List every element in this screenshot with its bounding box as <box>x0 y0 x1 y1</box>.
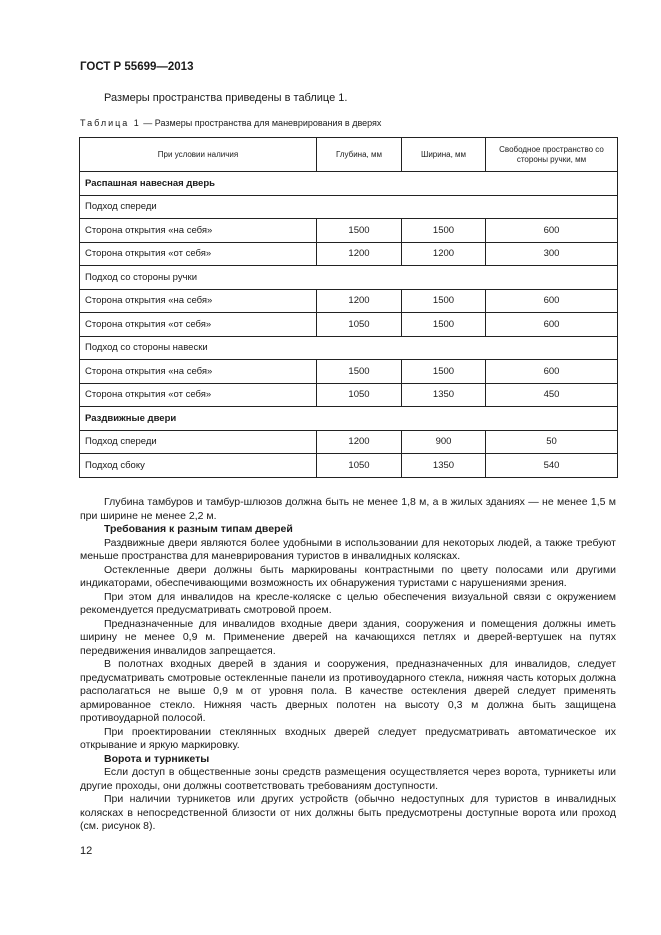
cell-depth: 1200 <box>317 242 402 266</box>
table-row <box>80 430 618 454</box>
paragraph: При наличии турникетов или других устройств (обычно недоступных для туристов в инвалидных колясках в непосредственной близости от них должны быть предусмотрены доступные ворота или проход (см. рисунок 8). <box>80 793 616 832</box>
subsection-label: Подход со стороны навески <box>80 336 618 360</box>
paragraph: Глубина тамбуров и тамбур-шлюзов должна быть не менее 1,8 м, а в жилых зданиях — не менее 1,5 м при ширине не менее 2,2 м. <box>80 496 616 522</box>
paragraph: В полотнах входных дверей в здания и сооружения, предназначенных для инвалидов, следует предусматривать смотровые остекленные панели из противоударного стекла, нижняя часть которых должна располагаться не выше 0,9 м от уровня пола. В качестве остекления дверей следует применять армированное стекло. Нижняя часть дверных полотен на высоту 0,3 м должна быть защищена противоударной полосой. <box>80 658 616 724</box>
cell-width: 1500 <box>402 360 486 384</box>
paragraph: Если доступ в общественные зоны средств размещения осуществляется через ворота, турникеты или другие проходы, они должны соответствовать требованиям доступности. <box>80 766 616 792</box>
cell-depth: 1050 <box>317 454 402 478</box>
table-subsection-row <box>80 195 618 219</box>
cell-width: 1350 <box>402 383 486 407</box>
cell-depth: 1500 <box>317 219 402 243</box>
cell-width: 1500 <box>402 313 486 337</box>
cell-width: 1200 <box>402 242 486 266</box>
cell-width: 1500 <box>402 219 486 243</box>
section-heading: Требования к разным типам дверей <box>104 523 293 535</box>
table-subsection-row <box>80 336 618 360</box>
table-caption <box>80 118 381 128</box>
table-section-row <box>80 407 618 431</box>
dimensions-table <box>79 137 618 478</box>
paragraph: Остекленные двери должны быть маркированы контрастными по цвету полосами или другими индикаторами, обеспечивающими возможность их обнаружения туристами с нарушениями зрения. <box>80 563 616 589</box>
body-text <box>80 496 616 834</box>
cell-free-space: 600 <box>486 313 618 337</box>
table-body <box>80 172 618 478</box>
section-label: Раздвижные двери <box>80 407 618 431</box>
page-number: 12 <box>80 845 93 857</box>
table-row <box>80 454 618 478</box>
cell-free-space: 50 <box>486 430 618 454</box>
paragraph: При проектировании стеклянных входных дверей следует предусматривать автоматическое их открывание и яркую маркировку. <box>80 725 616 751</box>
table-section-row <box>80 172 618 196</box>
row-label: Сторона открытия «на себя» <box>80 289 317 313</box>
table-caption-label: Таблица 1 <box>80 118 141 128</box>
cell-width: 1500 <box>402 289 486 313</box>
paragraph: При этом для инвалидов на кресле-коляске с целью обеспечения визуальной связи с окружением рекомендуется предусматривать смотровой проем. <box>80 590 616 616</box>
intro-paragraph: Размеры пространства приведены в таблице 1. <box>104 92 348 104</box>
column-header-width: Ширина, мм <box>402 138 486 172</box>
row-label: Сторона открытия «на себя» <box>80 360 317 384</box>
column-header-free-space: Свободное пространство со стороны ручки, мм <box>486 138 618 172</box>
cell-width: 900 <box>402 430 486 454</box>
table-header-row <box>80 138 618 172</box>
cell-depth: 1200 <box>317 289 402 313</box>
row-label: Подход спереди <box>80 430 317 454</box>
document-header: ГОСТ Р 55699—2013 <box>80 61 194 73</box>
paragraph: Предназначенные для инвалидов входные двери здания, сооружения и помещения должны иметь ширину не менее 0,9 м. Применение дверей на качающихся петлях и дверей-вертушек на путях передвижения инвалидов запрещается. <box>80 617 616 657</box>
row-label: Подход сбоку <box>80 454 317 478</box>
table-row <box>80 242 618 266</box>
paragraph: Раздвижные двери являются более удобными в использовании для некоторых людей, а также требуют меньше пространства для маневрирования туристов в инвалидных колясках. <box>80 536 616 562</box>
cell-depth: 1500 <box>317 360 402 384</box>
cell-free-space: 450 <box>486 383 618 407</box>
cell-width: 1350 <box>402 454 486 478</box>
cell-free-space: 600 <box>486 219 618 243</box>
section-heading: Ворота и турникеты <box>104 752 210 765</box>
table-row <box>80 219 618 243</box>
row-label: Сторона открытия «от себя» <box>80 242 317 266</box>
cell-depth: 1200 <box>317 430 402 454</box>
cell-free-space: 600 <box>486 289 618 313</box>
section-label: Распашная навесная дверь <box>80 172 618 196</box>
column-header-depth: Глубина, мм <box>317 138 402 172</box>
cell-free-space: 600 <box>486 360 618 384</box>
cell-depth: 1050 <box>317 383 402 407</box>
table-row <box>80 289 618 313</box>
subsection-label: Подход спереди <box>80 195 618 219</box>
row-label: Сторона открытия «от себя» <box>80 383 317 407</box>
table-caption-text: — Размеры пространства для маневрирования в дверях <box>140 118 382 128</box>
row-label: Сторона открытия «от себя» <box>80 313 317 337</box>
cell-depth: 1050 <box>317 313 402 337</box>
table-row <box>80 383 618 407</box>
row-label: Сторона открытия «на себя» <box>80 219 317 243</box>
table-row <box>80 313 618 337</box>
cell-free-space: 300 <box>486 242 618 266</box>
cell-free-space: 540 <box>486 454 618 478</box>
table-subsection-row <box>80 266 618 290</box>
subsection-label: Подход со стороны ручки <box>80 266 618 290</box>
column-header-condition: При условии наличия <box>80 138 317 172</box>
table-row <box>80 360 618 384</box>
